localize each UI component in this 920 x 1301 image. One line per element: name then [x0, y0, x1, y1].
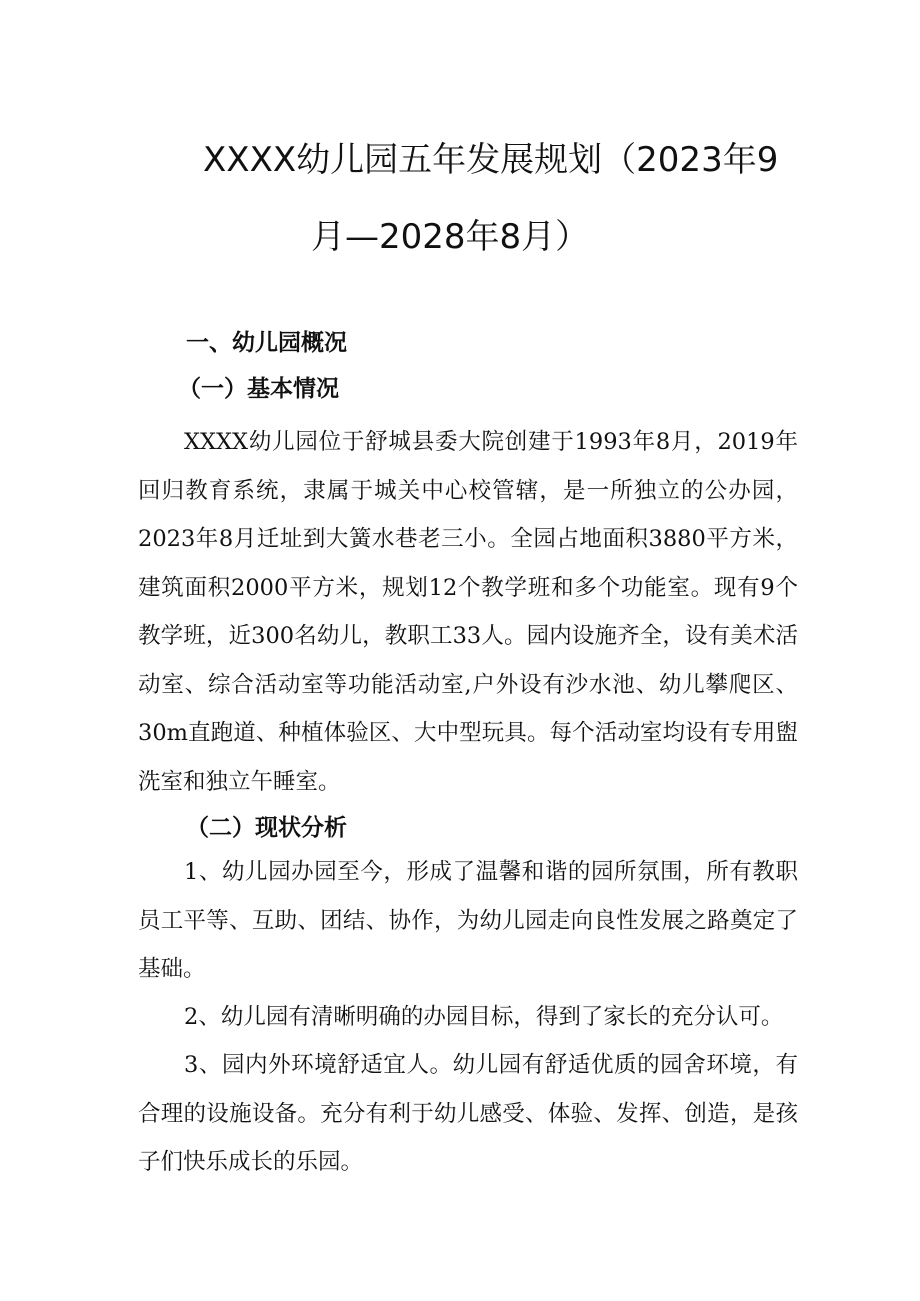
subsection-heading-basic-info: （一）基本情况: [178, 376, 339, 402]
analysis-item-2: 2、幼儿园有清晰明确的办园目标，得到了家长的充分认可。: [184, 1004, 784, 1030]
basic-info-paragraph: XXXX幼儿园位于舒城县委大院创建于1993年8月，2019年回归教育系统，隶属于城关中心校管辖，是一所独立的公办园，2023年8月迁址到大簧水巷老三小。全园占地面积3880平方米，建筑面积2000平方米，规划12个教学班和多个功能室。现有9个教学班，近300名幼儿，教职工33人。园内设施齐全，设有美术活动室、综合活动室等功能活动室,户外设有沙水池、幼儿攀爬区、30m直跑道、种植体验区、大中型玩具。每个活动室均设有专用盥洗室和独立午睡室。: [138, 429, 798, 795]
subsection-heading-status-analysis: （二）现状分析: [186, 815, 347, 841]
section-heading-overview: 一、幼儿园概况: [186, 330, 347, 356]
document-title-line-2: 月—2028年8月）: [311, 217, 590, 257]
analysis-item-1: 1、幼儿园办园至今，形成了温馨和谐的园所氛围，所有教职员工平等、互助、团结、协作，为幼儿园走向良性发展之路奠定了基础。: [138, 859, 798, 982]
document-title-line-1: XXXX幼儿园五年发展规划（2023年9: [203, 140, 779, 180]
analysis-item-3: 3、园内外环境舒适宜人。幼儿园有舒适优质的园舍环境，有合理的设施设备。充分有利于幼儿感受、体验、发挥、创造，是孩子们快乐成长的乐园。: [138, 1052, 798, 1175]
